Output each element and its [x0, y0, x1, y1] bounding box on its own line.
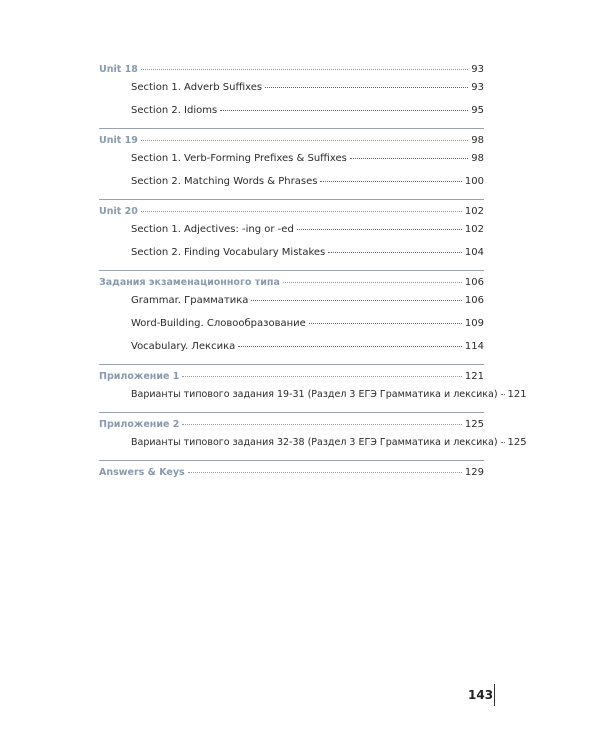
toc-entry-title: Grammar. Грамматика: [131, 295, 249, 306]
toc-entry-title: Unit 20: [99, 206, 138, 217]
toc-entry-page: 125: [507, 437, 527, 448]
dot-leader: [188, 472, 462, 473]
toc-entry-page: 121: [464, 371, 484, 382]
toc-entry-page: 93: [471, 82, 484, 93]
toc-entry-answers-keys[interactable]: [99, 467, 484, 481]
dot-leader: [182, 424, 462, 425]
dot-leader: [283, 282, 462, 283]
toc-entry-title: Section 2. Matching Words & Phrases: [131, 176, 318, 187]
toc-entry-page: 93: [471, 64, 484, 75]
toc-entry-title: Приложение 1: [99, 371, 180, 382]
toc-section-entry[interactable]: [99, 224, 484, 238]
dot-leader: [220, 110, 468, 111]
toc-entry-unit-20[interactable]: [99, 206, 484, 220]
toc-entry-title: Приложение 2: [99, 419, 180, 430]
toc-entry-title: Section 2. Finding Vocabulary Mistakes: [131, 247, 326, 258]
toc-entry-page: 102: [464, 206, 484, 217]
dot-leader: [297, 229, 462, 230]
toc-entry-title: Варианты типового задания 19-31 (Раздел 3 ЕГЭ Грамматика и лексика): [131, 389, 498, 400]
toc-entry-page: 114: [464, 341, 484, 352]
toc-entry-title: Варианты типового задания 32-38 (Раздел 3 ЕГЭ Грамматика и лексика): [131, 437, 498, 448]
toc-entry-page: 104: [464, 247, 484, 258]
toc-entry-exam-tasks[interactable]: [99, 277, 484, 291]
toc-entry-unit-19[interactable]: [99, 135, 484, 149]
dot-leader: [328, 252, 462, 253]
toc-section-entry[interactable]: [99, 176, 484, 190]
toc-entry-title: Vocabulary. Лексика: [131, 341, 236, 352]
toc-section-entry[interactable]: [99, 295, 484, 309]
toc-entry-unit-18[interactable]: [99, 64, 484, 78]
toc-entry-page: 98: [471, 153, 484, 164]
page-number: 143: [468, 688, 494, 702]
toc-section-entry[interactable]: [99, 82, 484, 96]
dot-leader: [141, 69, 468, 70]
section-divider: [99, 364, 484, 365]
section-divider: [99, 270, 484, 271]
toc-entry-page: 109: [464, 318, 484, 329]
section-divider: [99, 128, 484, 129]
dot-leader: [141, 211, 462, 212]
toc-entry-appendix-1[interactable]: [99, 371, 484, 385]
toc-entry-title: Unit 18: [99, 64, 138, 75]
toc-section-entry[interactable]: [99, 437, 527, 451]
toc-entry-title: Unit 19: [99, 135, 138, 146]
toc-entry-page: 106: [464, 277, 484, 288]
dot-leader: [350, 158, 468, 159]
page-number-bar: [494, 684, 495, 706]
toc-entry-page: 125: [464, 419, 484, 430]
toc-entry-page: 95: [471, 105, 484, 116]
dot-leader: [309, 323, 462, 324]
toc-entry-title: Section 1. Verb-Forming Prefixes & Suffixes: [131, 153, 347, 164]
dot-leader: [141, 140, 468, 141]
toc-entry-page: 98: [471, 135, 484, 146]
toc-entry-page: 106: [464, 295, 484, 306]
section-divider: [99, 199, 484, 200]
toc-section-entry[interactable]: [99, 105, 484, 119]
dot-leader: [238, 346, 462, 347]
dot-leader: [501, 442, 505, 443]
dot-leader: [320, 181, 461, 182]
toc-entry-page: 129: [464, 467, 484, 478]
dot-leader: [501, 394, 505, 395]
toc-entry-title: Section 1. Adverb Suffixes: [131, 82, 263, 93]
dot-leader: [265, 87, 468, 88]
toc-entry-appendix-2[interactable]: [99, 419, 484, 433]
dot-leader: [251, 300, 461, 301]
toc-section-entry[interactable]: [99, 341, 484, 355]
toc-entry-title: Задания экзаменационного типа: [99, 277, 280, 288]
toc-section-entry[interactable]: [99, 153, 484, 167]
toc-section-entry[interactable]: [99, 318, 484, 332]
toc-entry-title: Answers & Keys: [99, 467, 185, 478]
toc-entry-title: Section 2. Idioms: [131, 105, 218, 116]
toc-entry-title: Word-Building. Словообразование: [131, 318, 306, 329]
dot-leader: [182, 376, 462, 377]
toc-entry-title: Section 1. Adjectives: -ing or -ed: [131, 224, 294, 235]
toc-entry-page: 100: [464, 176, 484, 187]
toc-entry-page: 102: [464, 224, 484, 235]
table-of-contents: [99, 64, 527, 485]
toc-entry-page: 121: [507, 389, 527, 400]
section-divider: [99, 460, 484, 461]
toc-section-entry[interactable]: [99, 389, 527, 403]
section-divider: [99, 412, 484, 413]
toc-section-entry[interactable]: [99, 247, 484, 261]
